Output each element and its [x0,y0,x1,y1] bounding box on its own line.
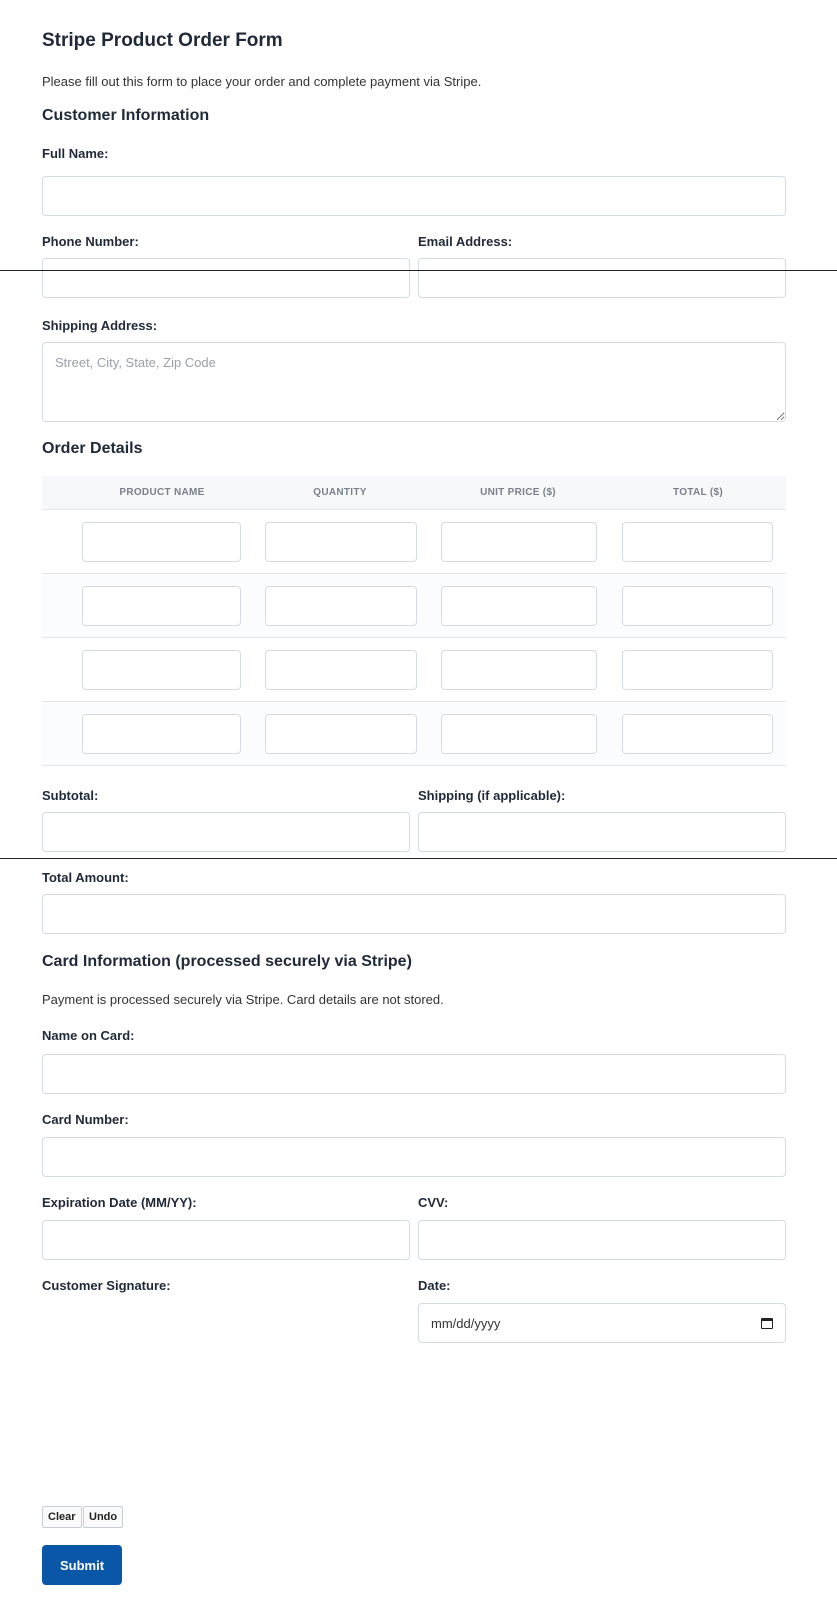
order-details-heading: Order Details [42,440,143,457]
table-row [42,510,786,574]
card-number-input[interactable] [42,1137,786,1177]
product-name-input[interactable] [82,522,241,562]
total-amount-label: Total Amount: [42,870,129,885]
shipping-address-label: Shipping Address: [42,318,158,333]
line-total-input[interactable] [622,650,773,690]
product-name-input[interactable] [82,714,241,754]
card-number-label: Card Number: [42,1112,129,1127]
line-total-input[interactable] [622,586,773,626]
expiration-date-input[interactable] [42,1220,410,1260]
total-amount-input[interactable] [42,894,786,934]
subtotal-label: Subtotal: [42,788,99,803]
column-header-product-name: PRODUCT NAME [119,487,205,498]
shipping-address-input[interactable] [42,342,786,422]
subtotal-input[interactable] [42,812,410,852]
shipping-cost-label: Shipping (if applicable): [418,788,566,803]
card-info-heading: Card Information (processed securely via Stripe) [42,953,412,970]
email-label: Email Address: [418,234,513,249]
clear-signature-button[interactable]: Clear [42,1506,82,1528]
column-header-total: TOTAL ($) [673,487,723,498]
email-input[interactable] [418,258,786,298]
quantity-input[interactable] [265,522,417,562]
phone-label: Phone Number: [42,234,139,249]
intro-text: Please fill out this form to place your order and complete payment via Stripe. [42,74,482,89]
unit-price-input[interactable] [441,522,597,562]
column-header-unit-price: UNIT PRICE ($) [480,487,556,498]
quantity-input[interactable] [265,586,417,626]
card-security-note: Payment is processed securely via Stripe. Card details are not stored. [42,992,444,1007]
undo-signature-button[interactable]: Undo [83,1506,123,1528]
submit-button[interactable]: Submit [42,1545,122,1585]
line-total-input[interactable] [622,522,773,562]
cvv-label: CVV: [418,1195,449,1210]
full-name-label: Full Name: [42,146,109,161]
calendar-icon[interactable] [761,1318,773,1329]
name-on-card-input[interactable] [42,1054,786,1094]
date-input[interactable] [418,1303,786,1343]
product-name-input[interactable] [82,586,241,626]
cvv-input[interactable] [418,1220,786,1260]
table-row [42,574,786,638]
table-row [42,638,786,702]
divider-line [0,270,837,271]
column-header-quantity: QUANTITY [313,487,367,498]
table-row [42,702,786,766]
unit-price-input[interactable] [441,714,597,754]
line-total-input[interactable] [622,714,773,754]
signature-pad[interactable] [42,1300,410,1495]
date-placeholder: mm/dd/yyyy [431,1315,501,1331]
product-name-input[interactable] [82,650,241,690]
phone-input[interactable] [42,258,410,298]
name-on-card-label: Name on Card: [42,1028,135,1043]
customer-info-heading: Customer Information [42,107,210,124]
unit-price-input[interactable] [441,650,597,690]
quantity-input[interactable] [265,650,417,690]
date-label: Date: [418,1278,451,1293]
page-title: Stripe Product Order Form [42,30,283,51]
divider-line [0,858,837,859]
expiration-date-label: Expiration Date (MM/YY): [42,1195,197,1210]
quantity-input[interactable] [265,714,417,754]
order-table-header [42,476,786,510]
full-name-input[interactable] [42,176,786,216]
unit-price-input[interactable] [441,586,597,626]
shipping-cost-input[interactable] [418,812,786,852]
signature-label: Customer Signature: [42,1278,171,1293]
